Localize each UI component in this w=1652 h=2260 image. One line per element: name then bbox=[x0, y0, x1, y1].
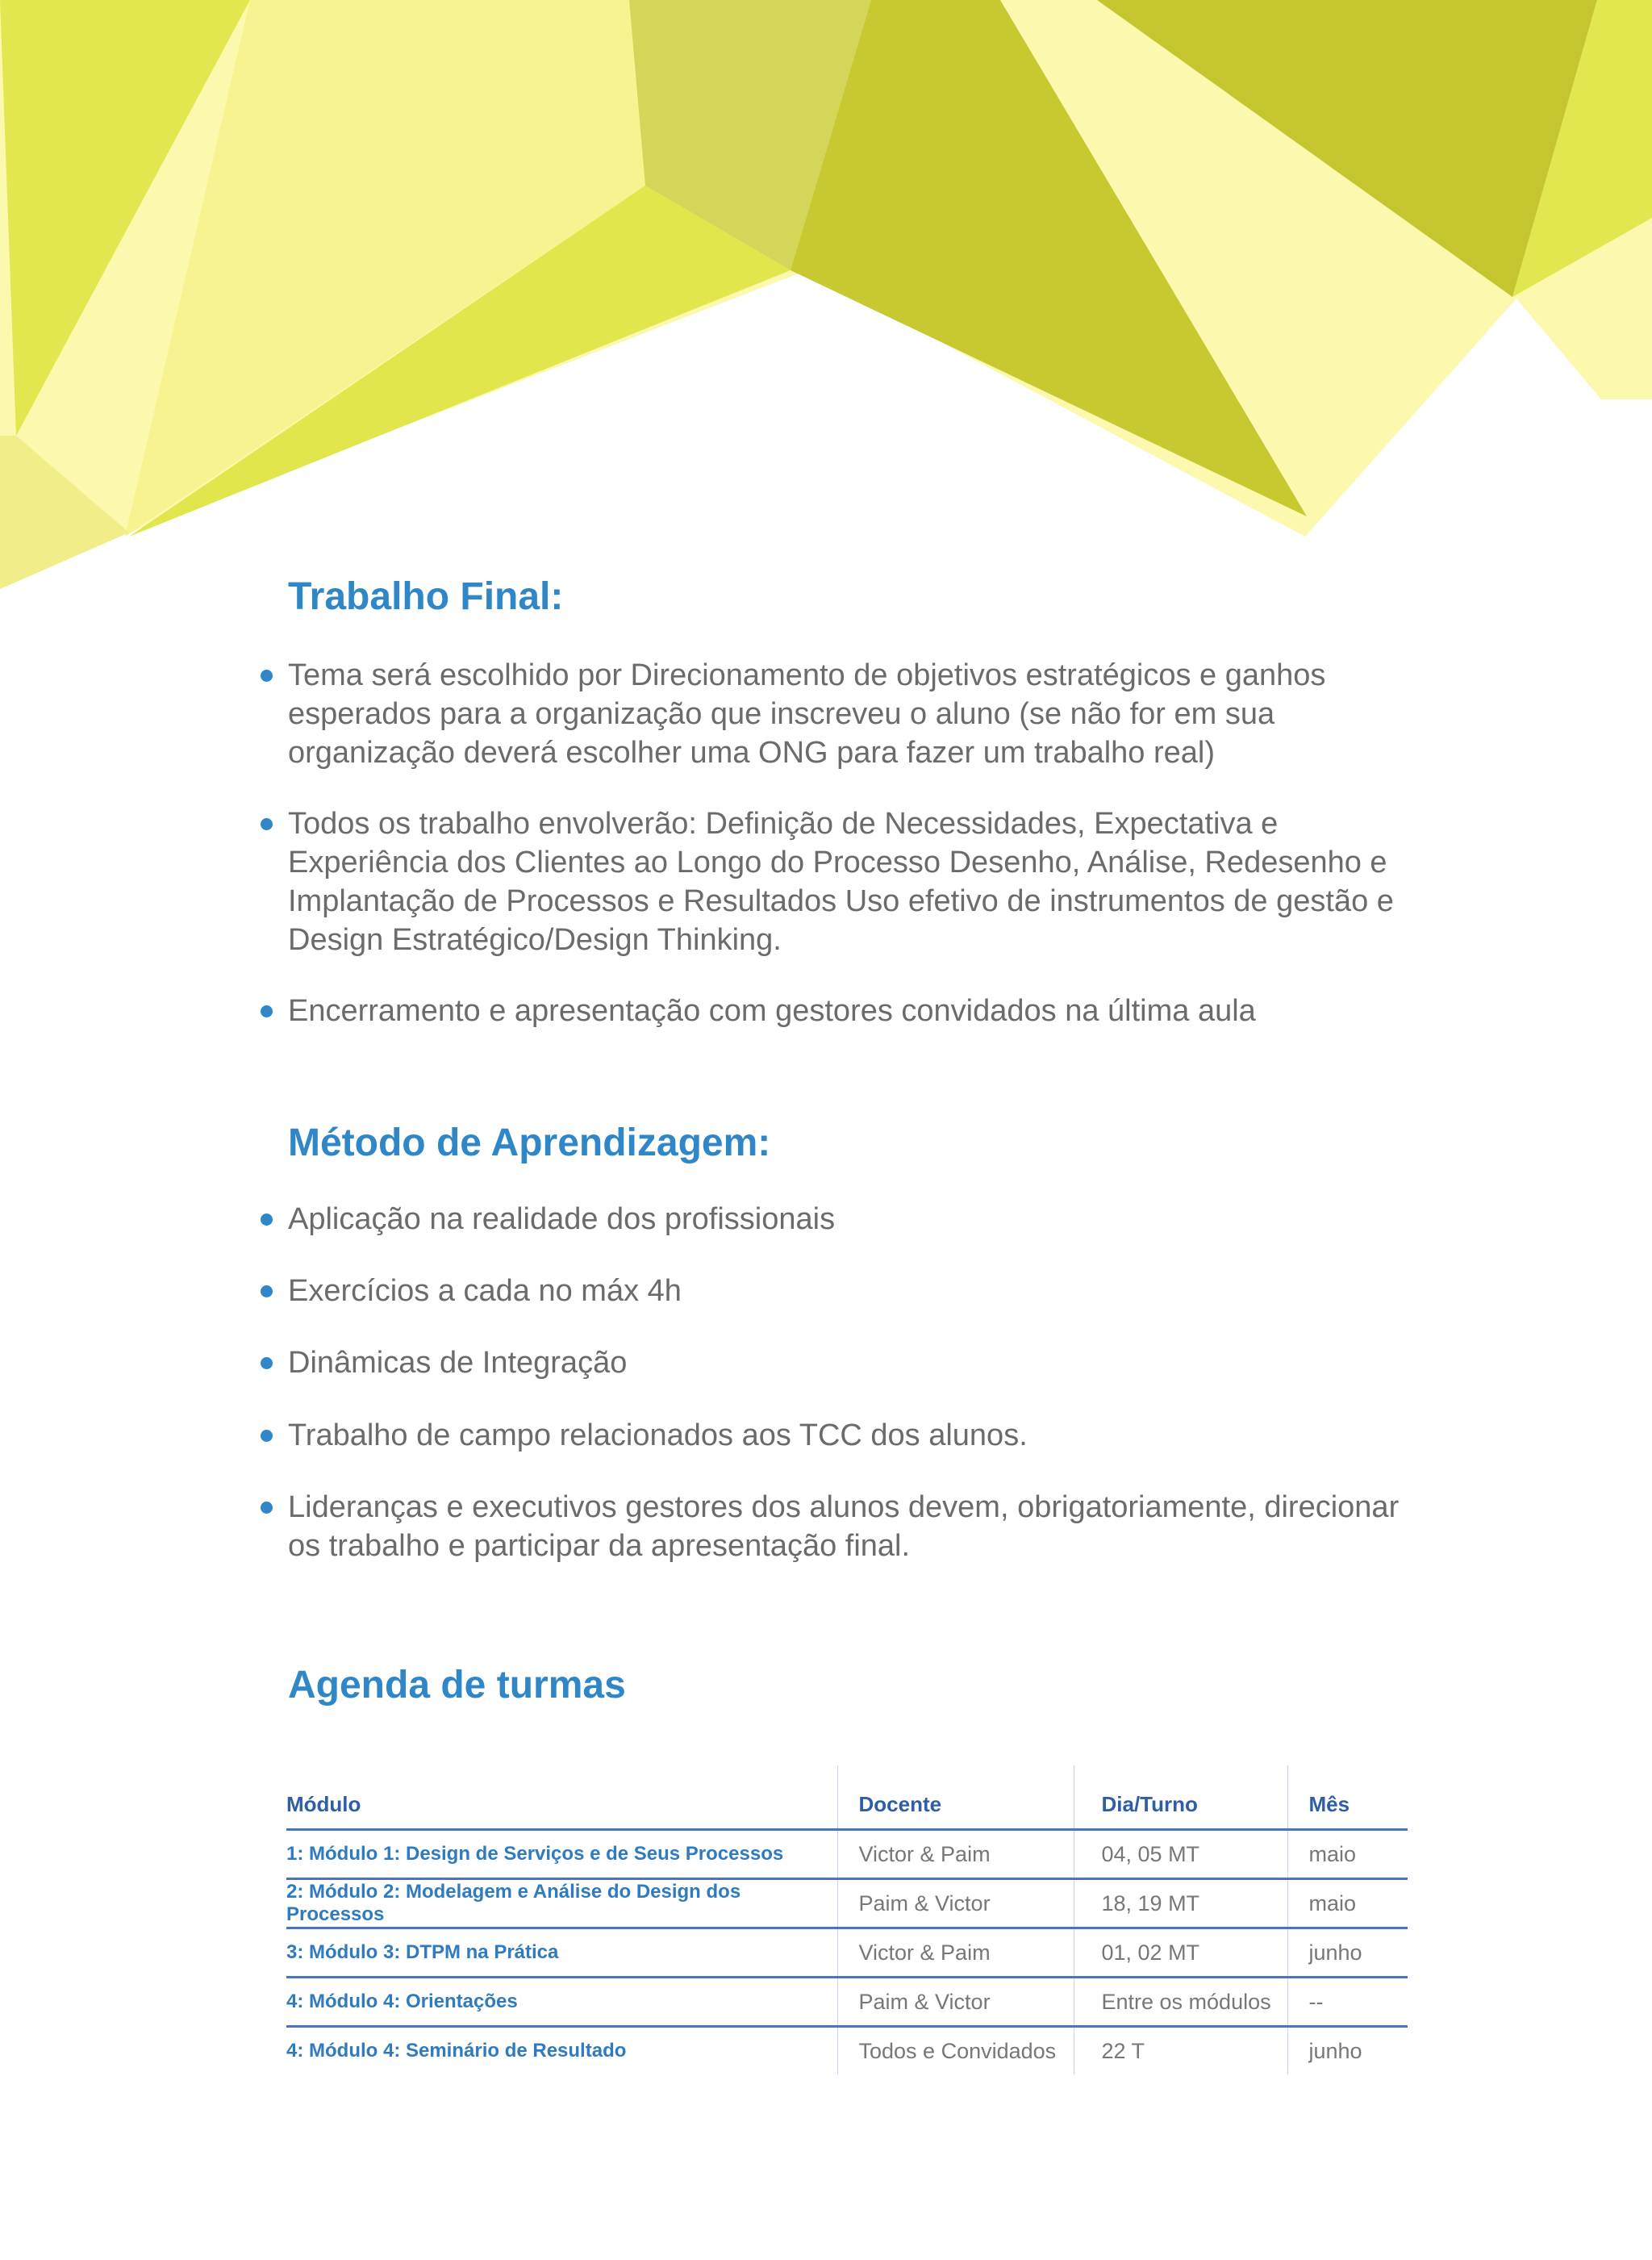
cell-dia-turno: 22 T bbox=[1074, 2027, 1287, 2075]
cell-mes: -- bbox=[1287, 1978, 1408, 2027]
cell-dia-turno: Entre os módulos bbox=[1074, 1978, 1287, 2027]
column-header-docente: Docente bbox=[837, 1765, 1074, 1830]
column-header-mes: Mês bbox=[1287, 1765, 1408, 1830]
list-item-text: Dinâmicas de Integração bbox=[288, 1346, 628, 1380]
table-header-row bbox=[286, 1765, 1408, 1830]
bullet-dot-icon bbox=[261, 670, 273, 682]
cell-mes: junho bbox=[1287, 2027, 1408, 2075]
list-item-text: Lideranças e executivos gestores dos alunos devem, obrigatoriamente, direcionar os trabalho e participar da apresentação final. bbox=[288, 1490, 1400, 1563]
bullet-dot-icon bbox=[261, 818, 273, 830]
list-item bbox=[288, 656, 1417, 772]
bullet-dot-icon bbox=[261, 1214, 273, 1226]
list-item-text: Aplicação na realidade dos profissionais bbox=[288, 1202, 836, 1236]
agenda-table bbox=[286, 1765, 1408, 2074]
bullet-dot-icon bbox=[261, 1502, 273, 1514]
list-item-text: Tema será escolhido por Direcionamento de objetivos estratégicos e ganhos esperados para a organização que inscreveu o aluno (se não for em sua organização deverá escolher uma ONG para fazer um trabalho real) bbox=[288, 658, 1326, 770]
list-item-text: Exercícios a cada no máx 4h bbox=[288, 1274, 682, 1308]
cell-mes: maio bbox=[1287, 1830, 1408, 1879]
list-item-text: Encerramento e apresentação com gestores convidados na última aula bbox=[288, 994, 1256, 1028]
table-row bbox=[286, 1928, 1408, 1978]
cell-docente: Paim & Victor bbox=[837, 1978, 1074, 2027]
list-item-text: Todos os trabalho envolverão: Definição de Necessidades, Expectativa e Experiência dos Clientes ao Longo do Processo Desenho, Análise, Redesenho e Implantação de Processos e Resultados Uso efetivo de instrumentos de gestão e Design Estratégico/Design Thinking. bbox=[288, 807, 1394, 957]
bullet-dot-icon bbox=[261, 1357, 273, 1369]
list-item bbox=[288, 1272, 1417, 1310]
table-row bbox=[286, 1879, 1408, 1928]
table-row bbox=[286, 2027, 1408, 2075]
bullet-dot-icon bbox=[261, 1005, 273, 1017]
list-item bbox=[288, 804, 1417, 959]
cell-mes: junho bbox=[1287, 1928, 1408, 1978]
column-header-modulo: Módulo bbox=[286, 1765, 837, 1830]
list-item bbox=[288, 1488, 1417, 1565]
cell-docente: Todos e Convidados bbox=[837, 2027, 1074, 2075]
agenda-heading: Agenda de turmas bbox=[288, 1664, 626, 1706]
list-item bbox=[288, 1416, 1417, 1455]
cell-modulo: 2: Módulo 2: Modelagem e Análise do Design dos Processos bbox=[286, 1879, 837, 1928]
cell-dia-turno: 18, 19 MT bbox=[1074, 1879, 1287, 1928]
cell-modulo: 1: Módulo 1: Design de Serviços e de Seus Processos bbox=[286, 1830, 837, 1879]
cell-docente: Paim & Victor bbox=[837, 1879, 1074, 1928]
bullet-dot-icon bbox=[261, 1430, 273, 1442]
cell-dia-turno: 04, 05 MT bbox=[1074, 1830, 1287, 1879]
polygon-background-art bbox=[0, 0, 1652, 613]
list-item-text: Trabalho de campo relacionados aos TCC dos alunos. bbox=[288, 1418, 1028, 1452]
cell-docente: Victor & Paim bbox=[837, 1830, 1074, 1879]
trabalho-final-heading: Trabalho Final: bbox=[288, 575, 564, 618]
column-header-dia-turno: Dia/Turno bbox=[1074, 1765, 1287, 1830]
list-item bbox=[288, 992, 1417, 1030]
list-item bbox=[288, 1200, 1417, 1239]
list-item bbox=[288, 1343, 1417, 1382]
table-row bbox=[286, 1978, 1408, 2027]
table-row bbox=[286, 1830, 1408, 1879]
cell-modulo: 4: Módulo 4: Orientações bbox=[286, 1978, 837, 2027]
cell-modulo: 4: Módulo 4: Seminário de Resultado bbox=[286, 2040, 627, 2062]
cell-docente: Victor & Paim bbox=[837, 1928, 1074, 1978]
bullet-dot-icon bbox=[261, 1285, 273, 1297]
cell-dia-turno: 01, 02 MT bbox=[1074, 1928, 1287, 1978]
cell-modulo: 3: Módulo 3: DTPM na Prática bbox=[286, 1928, 837, 1978]
metodo-heading: Método de Aprendizagem: bbox=[288, 1122, 771, 1164]
cell-mes: maio bbox=[1287, 1879, 1408, 1928]
